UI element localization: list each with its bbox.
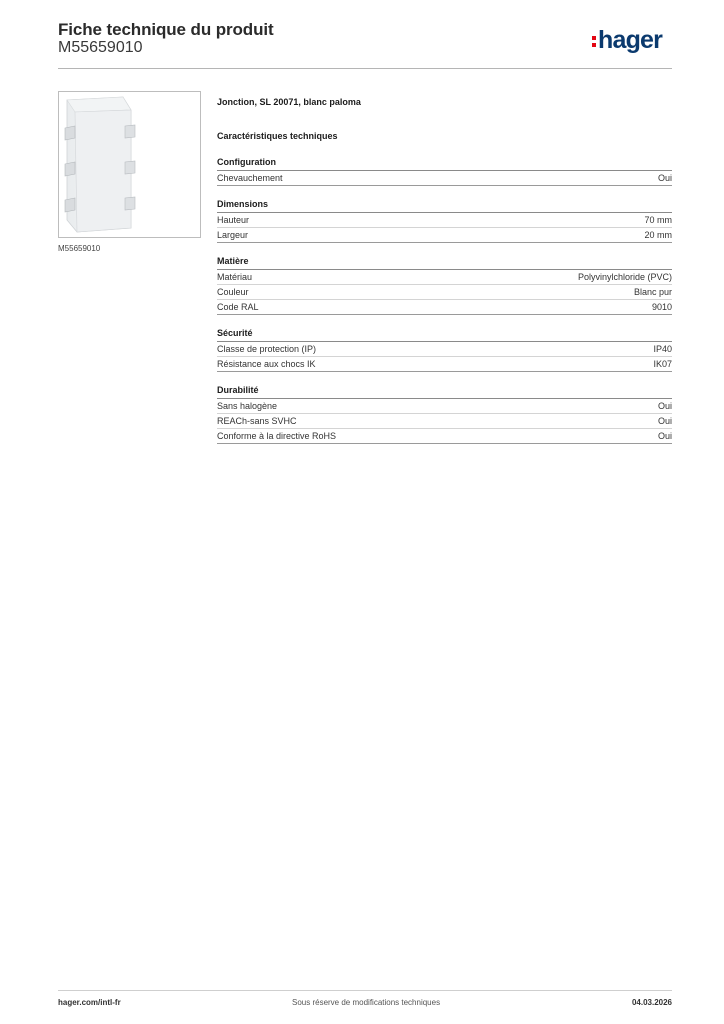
product-code: M55659010 — [58, 39, 143, 56]
spec-label: Chevauchement — [217, 173, 283, 183]
spec-row — [217, 414, 672, 429]
spec-row — [217, 357, 672, 372]
spec-value: Oui — [657, 173, 672, 183]
spec-label: Matériau — [217, 272, 253, 282]
spec-value: Oui — [657, 401, 672, 411]
spec-row — [217, 228, 672, 243]
footer-website-link[interactable]: hager.com/intl-fr — [58, 998, 121, 1007]
spec-label: Conforme à la directive RoHS — [217, 431, 337, 441]
section-title: Configuration — [217, 156, 672, 171]
spec-value: Oui — [657, 416, 672, 426]
header-divider — [58, 68, 672, 69]
section-title: Matière — [217, 255, 672, 270]
spec-value: 20 mm — [644, 230, 672, 240]
spec-label: Couleur — [217, 287, 249, 297]
spec-row — [217, 285, 672, 300]
footer-disclaimer: Sous réserve de modifications techniques — [292, 998, 441, 1007]
spec-row — [217, 213, 672, 228]
product-image — [58, 91, 201, 238]
brand-logo — [592, 25, 662, 55]
spec-row — [217, 429, 672, 444]
spec-label: Hauteur — [217, 215, 250, 225]
characteristics-heading: Caractéristiques techniques — [217, 131, 338, 141]
spec-row — [217, 342, 672, 357]
footer-divider — [58, 990, 672, 991]
image-caption: M55659010 — [58, 244, 101, 253]
spec-label: REACh-sans SVHC — [217, 416, 297, 426]
spec-row — [217, 171, 672, 186]
logo-dots-icon — [592, 32, 597, 49]
section-material — [217, 255, 672, 315]
spec-row — [217, 399, 672, 414]
section-title: Dimensions — [217, 198, 672, 213]
product-name: Jonction, SL 20071, blanc paloma — [217, 97, 361, 107]
page-title: Fiche technique du produit — [58, 20, 274, 39]
spec-value: Polyvinylchloride (PVC) — [577, 272, 672, 282]
cable-trunking-joint-icon — [59, 92, 200, 237]
footer-date: 04.03.2026 — [631, 998, 672, 1007]
specifications — [217, 96, 672, 444]
spec-row — [217, 300, 672, 315]
spec-value: Blanc pur — [633, 287, 672, 297]
section-safety — [217, 327, 672, 372]
spec-label: Largeur — [217, 230, 249, 240]
spec-label: Résistance aux chocs IK — [217, 359, 316, 369]
spec-label: Code RAL — [217, 302, 259, 312]
spec-value: IK07 — [653, 359, 672, 369]
section-title: Durabilité — [217, 384, 672, 399]
section-sustainability — [217, 384, 672, 444]
section-dimensions — [217, 198, 672, 243]
section-title: Sécurité — [217, 327, 672, 342]
brand-name: hager — [598, 26, 663, 54]
spec-label: Sans halogène — [217, 401, 278, 411]
spec-label: Classe de protection (IP) — [217, 344, 317, 354]
spec-value: IP40 — [653, 344, 672, 354]
spec-value: Oui — [657, 431, 672, 441]
spec-value: 70 mm — [644, 215, 672, 225]
spec-row — [217, 270, 672, 285]
section-configuration — [217, 156, 672, 186]
spec-value: 9010 — [651, 302, 672, 312]
